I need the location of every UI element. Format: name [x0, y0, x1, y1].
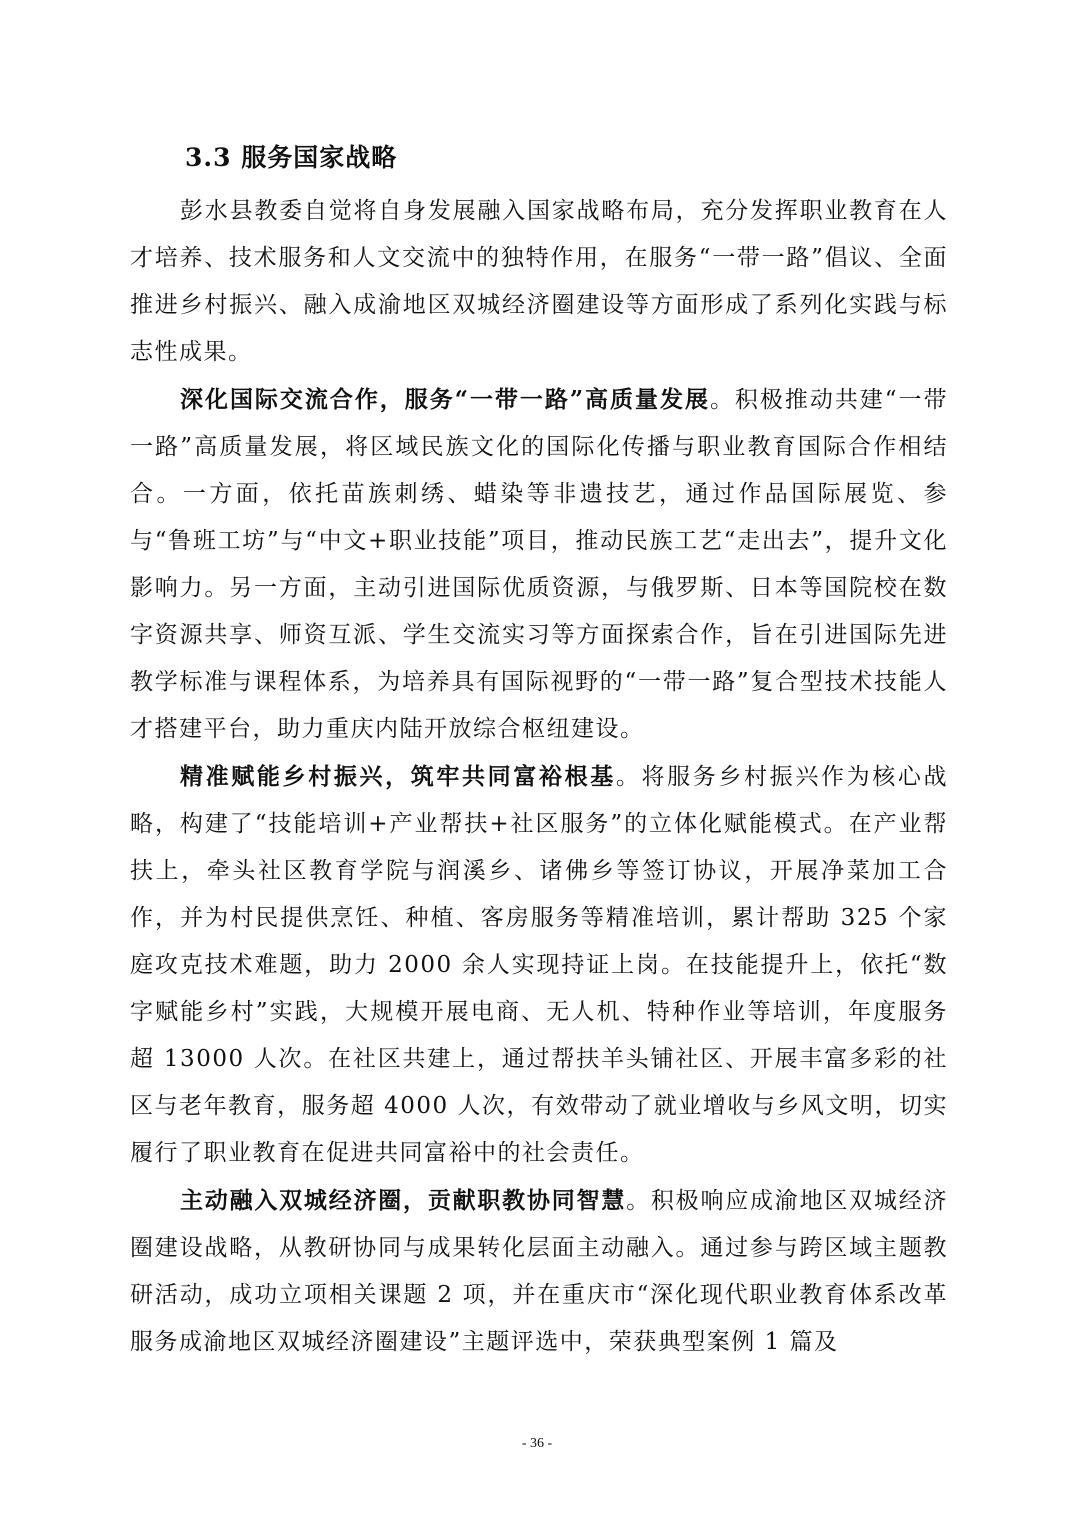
paragraph-intro: [130, 188, 948, 376]
body-text: [130, 188, 948, 1366]
section-title: 3.3 服务国家战略: [185, 143, 398, 172]
paragraph-lead: 深化国际交流合作，服务“一带一路”高质量发展: [180, 386, 710, 413]
paragraph-text: 彭水县教委自觉将自身发展融入国家战略布局，充分发挥职业教育在人才培养、技术服务和人文交流中的独特作用，在服务“一带一路”倡议、全面推进乡村振兴、融入成渝地区双城经济圈建设等方面形成了系列化实践与标志性成果。: [130, 198, 948, 365]
paragraph-text: 。将服务乡村振兴作为核心战略，构建了“技能培训+产业帮扶+社区服务”的立体化赋能模式。在产业帮扶上，牵头社区教育学院与润溪乡、诸佛乡等签订协议，开展净菜加工合作，并为村民提供烹饪、种植、客房服务等精准培训，累计帮助 325 个家庭攻克技术难题，助力 2000 余人实现持证上岗。在技能提升上，依托“数字赋能乡村”实践，大规模开展电商、无人机、特种作业等培训，年度服务超 13000 人次。在社区共建上，通过帮扶羊头铺社区、开展丰富多彩的社区与老年教育，服务超 4000 人次，有效带动了就业增收与乡风文明，切实履行了职业教育在促进共同富裕中的社会责任。: [130, 764, 949, 1166]
paragraph-twin-city-economic-circle: [130, 1177, 948, 1366]
paragraph-international-cooperation: [130, 376, 948, 753]
paragraph-rural-revitalization: [130, 753, 948, 1177]
paragraph-lead: 精准赋能乡村振兴，筑牢共同富裕根基: [180, 763, 616, 790]
paragraph-text: 。积极响应成渝地区双城经济圈建设战略，从教研协同与成果转化层面主动融入。通过参与跨区域主题教研活动，成功立项相关课题 2 项，并在重庆市“深化现代职业教育体系改革服务成渝地区双城经济圈建设”主题评选中，荣获典型案例 1 篇及: [130, 1188, 949, 1355]
page-number: - 36 -: [521, 1436, 553, 1451]
paragraph-lead: 主动融入双城经济圈，贡献职教协同智慧: [180, 1187, 627, 1214]
paragraph-text: 。积极推动共建“一带一路”高质量发展，将区域民族文化的国际化传播与职业教育国际合作相结合。一方面，依托苗族刺绣、蜡染等非遗技艺，通过作品国际展览、参与“鲁班工坊”与“中文+职业技能”项目，推动民族工艺“走出去”，提升文化影响力。另一方面，主动引进国际优质资源，与俄罗斯、日本等国院校在数字资源共享、师资互派、学生交流实习等方面探索合作，旨在引进国际先进教学标准与课程体系，为培养具有国际视野的“一带一路”复合型技术技能人才搭建平台，助力重庆内陆开放综合枢纽建设。: [130, 387, 948, 742]
